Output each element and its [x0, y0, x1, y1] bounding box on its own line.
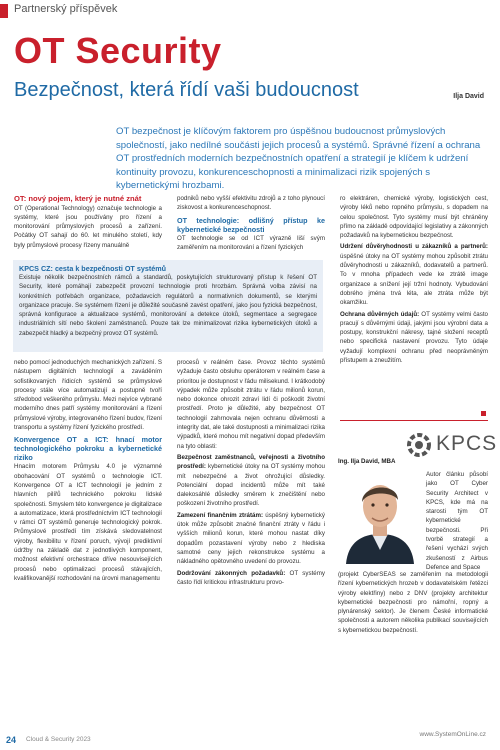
website-link[interactable]: www.SystemOnLine.cz — [419, 731, 486, 738]
column-1-bottom — [14, 358, 162, 585]
box-text: Existuje několik bezpečnostních rámců a standardů, poskytujících strukturovaný přístup k řešení OT Security, které pomáhají zabezpečit provozní technologie proti hrozbám. Správná volba závisí na konkrétních potřebách organizace, požadavcích regulátorů a normativních dokumentů, se kterými organizace pracuje. Se systémem řízení je důležité současně zavést opatření, jako jsou fyzická bezpečnost, správná konfigurace a aktualizace systémů, monitorování a detekce útoků, segmentace a segregace industriálních sítí nebo školení zaměstnanců. Pouze tak lze minimalizovat rizika kybernetických útoků a zabezpečit hladký a bezpečný provoz OT systémů. — [19, 274, 317, 337]
bio-name: Ing. Ilja David, MBA — [338, 458, 396, 465]
bio-side — [426, 470, 488, 574]
kpcs-logo-icon — [404, 430, 434, 460]
label-financial: Zamezení finančním ztrátám: — [177, 511, 264, 519]
heading-ot-technology: OT technologie: odlišný přístup ke kybernetické bezpečnosti — [177, 215, 325, 234]
paragraph-digital: nebo pomocí jednoduchých mechanických zařízení. S nástupem digitálních technologií a zaváděním sofistikovaných řídicích systémů se průmyslové procesy stále více automatizují a postupně tvoří středobod veškerého průmyslu. Mezi nejvíce vybrané moderního dnes patří systémy monitorování a řízení průmyslové výroby, integrovaného řízení budov, řízení transportu a systémy řízení fyzického prostředí. — [14, 359, 162, 432]
label-legal: Dodržování zákonných požadavků: — [177, 569, 286, 577]
box-heading: KPCS CZ: cesta k bezpečnosti OT systémů — [19, 264, 166, 273]
page-number: 24 — [6, 735, 17, 745]
kpcs-logo — [404, 430, 498, 460]
bio-text-full: (projekt CyberSEAS se zaměřením na metodologii řízení kybernetických hrozeb v dodavatelském řetězci výroby elektřiny) nebo z DNV (projekty architektur kybernetické bezpečnosti pro námořní, ropný a plynárenský sektor). Je členem České informatické společnosti a autorem několika publikací souvisejících s kybernetickou bezpečností. — [338, 571, 488, 634]
paragraph-confidential: OT systémy velmi často pracují s důvěrnými údaji, jakými jsou výrobní data a postupy, konstrukční nákresy, tajné složení receptů nebo specifická nastavení provozu. Tyto údaje vyžadují komplexní ochranu před neoprávněným přístupem a zneužitím. — [340, 310, 488, 365]
label-confidential: Ochrana důvěrných údajů: — [340, 310, 420, 318]
kpcs-logo-text: KPCS — [436, 432, 498, 455]
paragraph-convergence: Hnacím motorem Průmyslu 4.0 je významné obohacování OT systémů o technologie ICT. Konvergence OT a ICT technologií je jedním z hlavních pilířů technického pokroku lidské společnosti. Smyslem této konvergence je digitalizace a automatizace, která prostředníctvím ICT technologií v rámci OT systémů generuje technologický pokrok. Průmyslové prostředí tím získává sledovatelnost výroby, flexibilitu v řízení poruch, vývojí prediktivní údržby na základě dat z jednotlivých komponent, možnost efektivní orchestrace dříve nesouvisejících procesů nebo optimalizaci procesů stávajících, kvalifikovanější rozhodování na úrovni managementu — [14, 463, 162, 582]
paragraph-trust: úspěšné útoky na OT systémy mohou způsobit ztrátu důvěryhodnosti u zákazníků, dodavatelů a partnerů. To v mnoha případech vede ke ztrátě image organizace a snížení její tržní hodnoty. Vybudování dobrého jména trvá léta, ale ztráta může být okamžiku. — [340, 252, 488, 307]
label-trust: Udržení důvěryhodnosti u zákazníků a partnerů: — [340, 243, 488, 251]
kpcs-info-box — [13, 260, 323, 352]
end-mark — [481, 411, 486, 416]
paragraph-ot-definition: OT (Operational Technology) označuje technologie a systémy, které jsou používány pro řízení a monitorování průmyslových procesů a zařízení. Počátky OT sahají do 60. let minulého století, kdy byly průmyslové procesy řízeny manuálně — [14, 204, 162, 249]
column-1-top — [14, 194, 162, 252]
lead-text: OT bezpečnost je klíčovým faktorem pro úspěšnou budoucnost průmyslových společností, jako nedílné součásti jejich procesů a systémů. Správné řízení a ochrana OT prostředních moderních bezpečnostních opatření a strategií je klíčem k udržení kontinuity provozu, konkurenceschopnosti a minimalizaci rizik spojených s kybernetickými hrozbami. — [116, 126, 481, 191]
author-name: Ilja David — [453, 93, 484, 100]
column-2-top — [177, 194, 325, 254]
paragraph-ot-technology: OT technologie se od ICT výrazně liší svým zaměřením na monitorování a řízení fyzických — [177, 234, 325, 251]
section-marker — [0, 4, 8, 18]
magazine-name: Cloud & Security 2023 — [26, 736, 91, 743]
heading-convergence: Konvergence OT a ICT: hnací motor technologického pokroku a kybernetické riziko — [14, 435, 162, 463]
author-photo — [338, 470, 422, 564]
heading-ot-new-term: OT: nový pojem, který je nutné znát — [14, 194, 142, 203]
lead-paragraph — [116, 125, 484, 193]
paragraph-realtime: procesů v reálném čase. Provoz těchto systémů vyžaduje často obsluhu operátorem v reálném čase a prioritou je dostupnost v řádu milisekund. I krátkodobý výpadek může způsobit ztrátu v řádu milionů korun, nebo dokonce ohrozit zdraví lidí či poškodit životní prostředí. Proto je důležité, aby bezpečnost OT technologií zahrnovala nejen ochranu důvěrnosti a integrity dat, ale také dostupnosti a minimalizaci rizika výpadků, které mohou mít negativní dopad především na tyto oblasti: — [177, 359, 325, 450]
paragraph-efficiency: podniků nebo vyšší efektivitu zdrojů a z toho plynoucí ziskovost a konkurenceschopnost. — [177, 195, 325, 212]
bio-text-side: Autor článku působí jako OT Cyber Security Architect v KPCS, kde má na starosti tým OT kybernetické bezpečnosti. Při tvorbě strategií a řešení vychází svých zkušeností z Airbus Defence and Space — [426, 471, 488, 571]
section-label: Partnerský příspěvek — [14, 3, 118, 15]
article-title: OT Security — [14, 30, 222, 71]
column-3-top — [340, 194, 488, 367]
author-portrait — [338, 470, 422, 564]
paragraph-financial: úspěšný kybernetický útok může způsobit značné finanční ztráty v řádu i vyšších milionů korun, které mohou nastat díky dopadům pozastavení výroby nebo z hlediska samotné ceny jejich rekonstrukce systému a nákladného opětovného uvedení do provozu. — [177, 511, 325, 566]
label-safety: Bezpečnost zaměstnanců, veřejnosti a životního prostředí: — [177, 453, 325, 471]
bio-full — [338, 570, 488, 637]
paragraph-legal: OT systémy často řídí kritickou infrastrukturu provo- — [177, 569, 325, 586]
bio-name-wrap — [338, 457, 488, 466]
column-2-bottom — [177, 358, 325, 589]
paragraph-safety: kybernetické útoky na OT systémy mohou mít nebezpečné a život ohrožující důsledky. Potenciální dopad incidentů může mít také dalekosáhlé důsledky směrem k znečištění nebo poškození životního prostředí. — [177, 463, 325, 508]
paragraph-infrastructure: ro elektráren, chemické výroby, logistických cest, výroby léků nebo ropného průmyslu, s dopadem na celou společnost. Tyto systémy musí být chráněny přímo na základě odpovídající legislativy a zákonných požadavků na kybernetickou bezpečnost. — [340, 195, 488, 240]
article-subtitle: Bezpečnost, která řídí vaši budoucnost — [14, 79, 359, 101]
separator-line — [340, 420, 488, 421]
